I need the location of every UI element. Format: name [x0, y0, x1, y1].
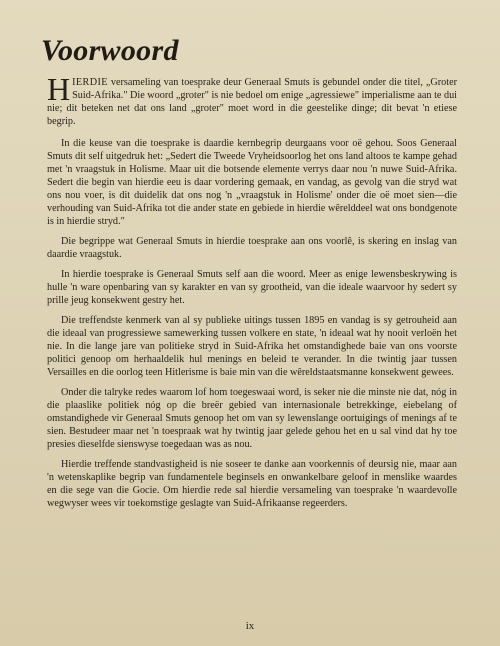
- page-number: ix: [245, 620, 255, 632]
- page-title: Voorwoord: [41, 34, 179, 67]
- paragraph-7: Hierdie treffende standvastigheid is nie soseer te danke aan voorkennis of deursig nie, maar aan 'n wetenskaplike begrip van fundamentele beginsels en onwankelbare geloof in menslike waardes en die sege van die Gocie. Om hierdie rede sal hierdie versameling van toesprake 'n waardevolle wegwyser wees vir toekomstige geslagte van Suid-Afrikaanse regeerders.: [47, 459, 457, 509]
- paragraph-3: Die begrippe wat Generaal Smuts in hierdie toesprake aan ons voorlê, is skering en inslag van daardie vraagstuk.: [47, 236, 457, 260]
- paragraph-2: In die keuse van die toesprake is daardie kernbegrip deurgaans voor oë gehou. Soos Generaal Smuts dit self uitgedruk het: „Sedert die Tweede Vryheidsoorlog het ons land altoos te kampe gehad met 'n vraagstuk in Holisme. Maar uit die botsende elemente verrys daar nou 'n nuwe Suid-Afrika. Sedert die begin van hierdie eeu is daar vordering gemaak, en vandag, as gevolg van die stryd wat ons nou voer, is dit duidelik dat ons nog 'n „vraagstuk in Holisme' onder die oë moet sien—die verhouding van Suid-Afrika tot die ander state en gebiede in hierdie wêrelddeel wat ons bondgenote is in hierdie stryd.": [47, 138, 457, 227]
- drop-cap: H: [47, 71, 71, 107]
- paragraph-6: Onder die talryke redes waarom lof hom toegeswaai word, is seker nie die minste nie dat, nóg in die plaaslike politiek nóg op die breër gebied van internasionale betrekkinge, eiebelang of omstandighede vir Generaal Smuts genoop het om van sy lewenslange oortuigings of menings af te sien. Bestudeer maar net 'n toespraak wat hy twintig jaar gelede gehou het en u sal vind dat hy toe presies dieselfde sienswyse toegedaan was as nou.: [47, 387, 457, 450]
- paragraph-5: Die treffendste kenmerk van al sy publieke uitings tussen 1895 en vandag is sy getrouheid aan die ideaal van progressiewe samewerking tussen volkere en state, 'n ideaal wat hy nooit verloën het nie. In die lange jare van politieke stryd in Suid-Afrika het omstandighede baie van ons voorste politici genoop om herhaaldelik hul menings en beleid te verander. In die twintig jaar tussen Versailles en die oorlog teen Hitlerisme is baie min van die wêreldstaatsmanne konsekwent gewees.: [47, 315, 457, 378]
- paragraph-1: [47, 71, 457, 128]
- foreword-body: [47, 71, 457, 517]
- lead-caps: IERDIE: [72, 77, 108, 88]
- paragraph-4: In hierdie toesprake is Generaal Smuts self aan die woord. Meer as enige lewensbeskrywing is hulle 'n ware openbaring van sy karakter en van sy grootheid, van die ideale waarvoor hy sedert sy prille jeug konsekwent gestry het.: [47, 269, 457, 306]
- paragraph-1-text: versameling van toesprake deur Generaal Smuts is gebundel onder die titel, „Groter Suid-Afrika." Die woord „groter" is nie bedoel om enige „agressiewe" imperialisme aan te dui nie; dit beteken net dat ons land „groter" moet word in die geestelike dinge; dit bevat 'n etiese begrip.: [47, 77, 457, 127]
